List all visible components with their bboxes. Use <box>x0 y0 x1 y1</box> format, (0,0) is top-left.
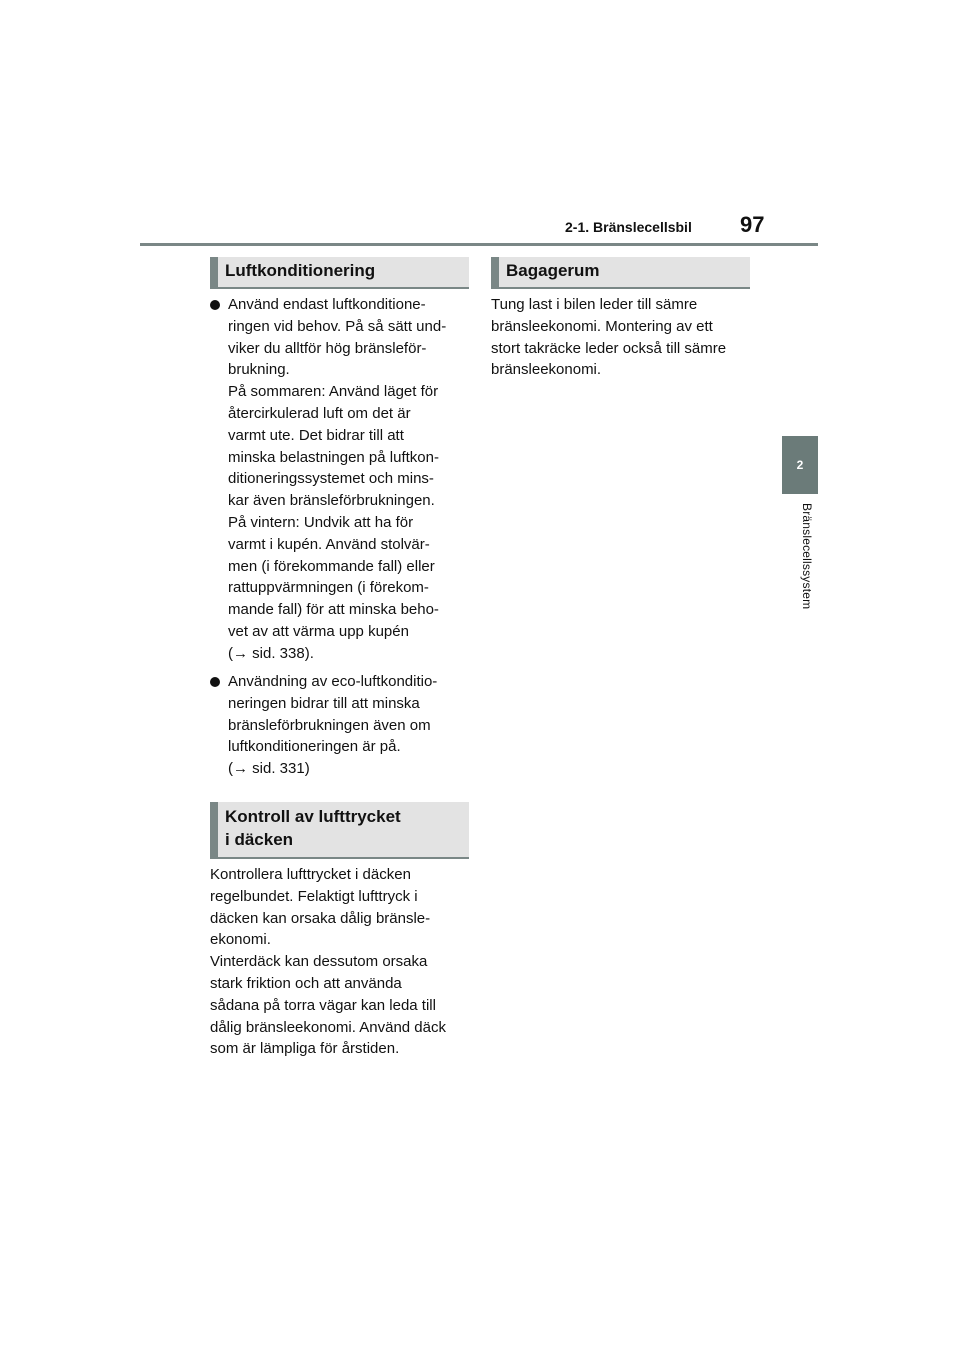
bullet-dot-icon <box>210 677 220 687</box>
chapter-tab <box>782 436 818 494</box>
page-number: 97 <box>740 212 765 237</box>
heading-luftkonditionering: Luftkonditionering <box>210 257 469 289</box>
header-rule <box>140 243 818 246</box>
list-item <box>210 671 472 780</box>
bullet-text: Använd endast luftkonditione- ringen vid behov. På så sätt und- viker du alltför hög bränsleför- brukning. På sommaren: Använd läget för återcirkulerad luft om det är varmt ute. Det bidrar till att minska belastningen på luftkon- ditioneringssystemet och mins- kar även bränsleförbrukningen. På vintern: Undvik att ha för varmt i kupén. Använd stolvär- men (i förekommande fall) eller rattuppvärmningen (i förekom- mande fall) för att minska beho- vet av att värma upp kupén (→ sid. 338). <box>228 296 447 662</box>
heading-bagagerum: Bagagerum <box>491 257 750 289</box>
chapter-number: 2 <box>796 458 804 472</box>
bullet-list <box>210 294 472 665</box>
bullet-text: Användning av eco-luftkonditio- neringen bidrar till att minska bränsleförbrukningen även om luftkonditioneringen är på. (→ sid. 331) <box>228 673 438 778</box>
section-title: 2-1. Bränslecellsbil <box>565 219 692 235</box>
chapter-label: Bränslecellssystem <box>800 503 814 610</box>
bullet-dot-icon <box>210 300 220 310</box>
luggage-paragraph: Tung last i bilen leder till sämre bränsleekonomi. Montering av ett stort takräcke leder också till sämre bränsleekonomi. <box>491 296 727 379</box>
tire-pressure-paragraph: Kontrollera lufttrycket i däcken regelbundet. Felaktigt lufttryck i däcken kan orsaka dålig bränsle- ekonomi. Vinterdäck kan dessutom orsaka stark friktion och att använda sådana på torra vägar kan leda till dålig bränsleekonomi. Använd däck som är lämpliga för årstiden. <box>210 866 446 1058</box>
heading-kontroll-lufttryck: Kontroll av lufttrycket i däcken <box>210 802 469 859</box>
list-item <box>210 294 472 665</box>
bullet-list <box>210 671 472 780</box>
